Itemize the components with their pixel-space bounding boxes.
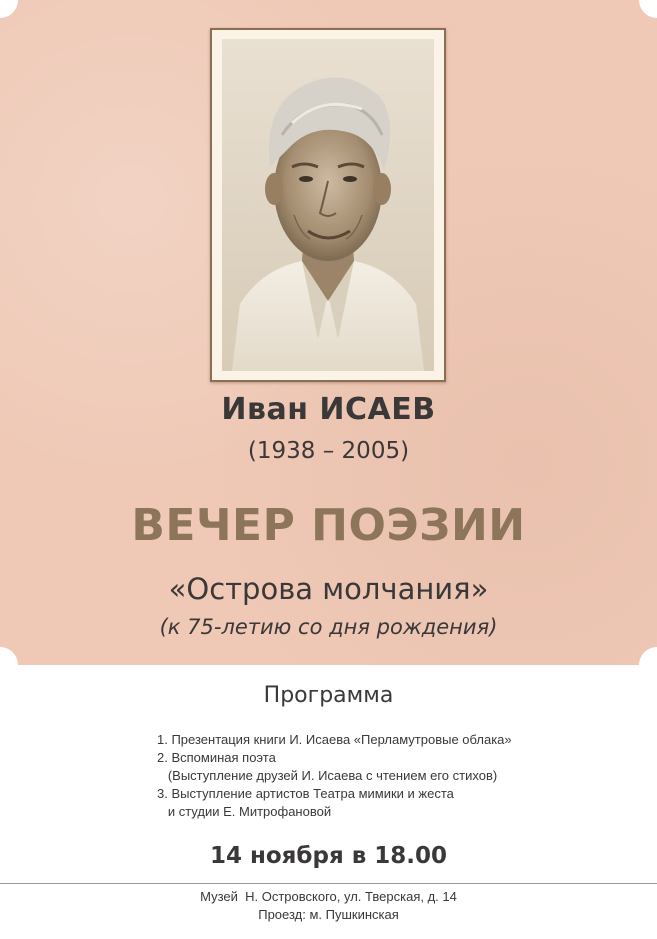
program-item-detail: и студии Е. Митрофановой — [157, 804, 332, 819]
poet-years: (1938 – 2005) — [247, 438, 410, 464]
poet-name: Иван ИСАЕВ — [221, 392, 436, 427]
portrait-illustration — [222, 39, 434, 371]
event-date-time: 14 ноября в 18.00 — [209, 843, 448, 869]
event-subtitle: «Острова молчания» — [168, 572, 489, 606]
corner-notch-bottom-right — [639, 647, 657, 683]
footer-divider — [0, 883, 657, 884]
corner-notch-top-left — [0, 0, 18, 18]
poet-portrait-photo — [222, 39, 434, 371]
venue-address: Музей Н. Островского, ул. Тверская, д. 14 — [200, 889, 457, 904]
corner-notch-bottom-left — [0, 647, 18, 683]
program-item: 2. Вспоминая поэта — [157, 750, 276, 765]
program-item: 1. Презентация книги И. Исаева «Перламутровые облака» — [157, 732, 512, 747]
corner-notch-top-right — [639, 0, 657, 18]
program-heading: Программа — [263, 683, 394, 708]
program-item: 3. Выступление артистов Театра мимики и жеста — [157, 786, 454, 801]
event-title: ВЕЧЕР ПОЭЗИИ — [131, 500, 526, 551]
portrait-frame — [210, 28, 446, 382]
event-anniversary-note: (к 75-летию со дня рождения) — [159, 615, 498, 639]
venue-directions: Проезд: м. Пушкинская — [258, 907, 399, 922]
program-list — [157, 731, 577, 821]
program-item-detail: (Выступление друзей И. Исаева с чтением его стихов) — [157, 768, 498, 783]
